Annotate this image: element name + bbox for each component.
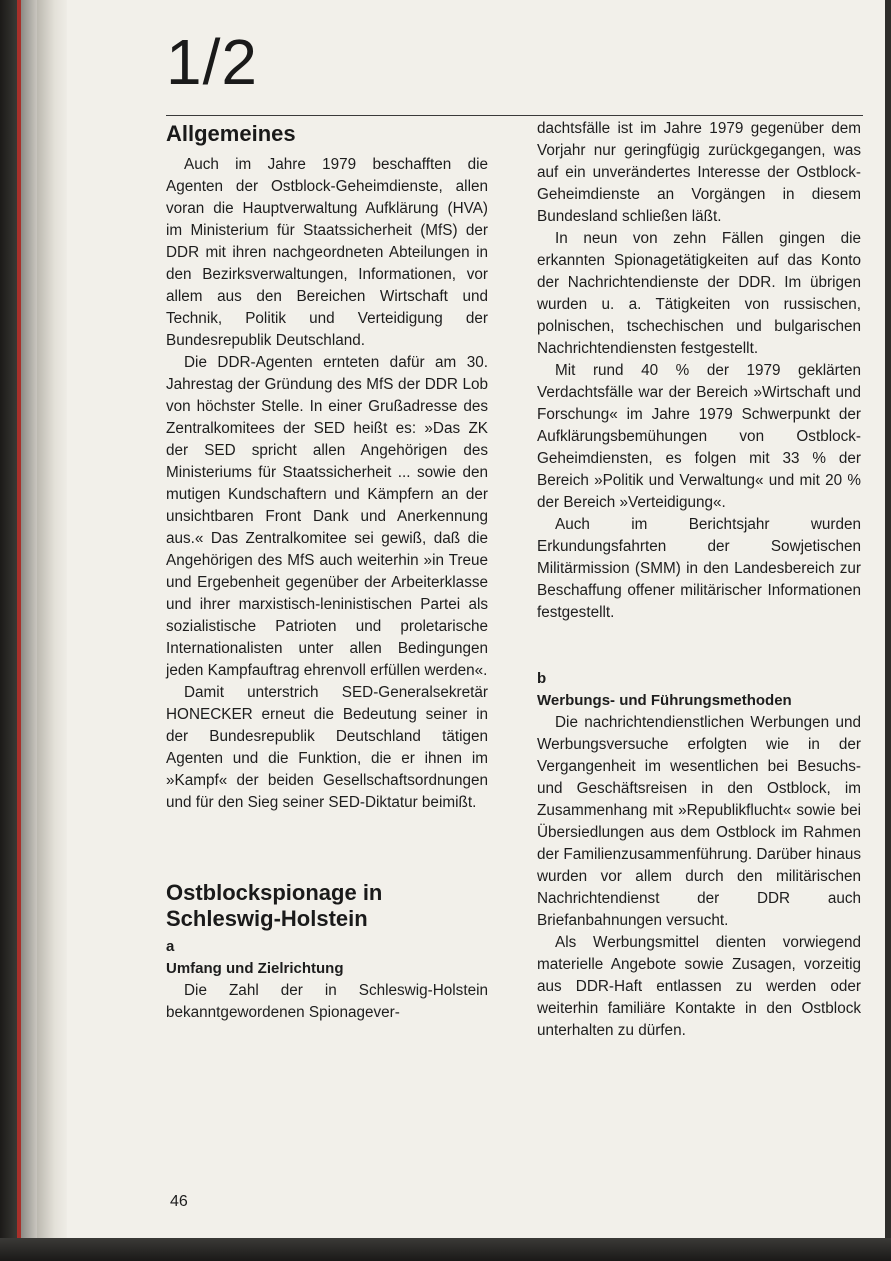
binding-shadow xyxy=(0,0,17,1261)
right-column xyxy=(537,118,861,1042)
subsection-heading: Umfang und Zielrichtung xyxy=(166,960,344,977)
spacer xyxy=(537,624,861,664)
subsection-letter: a xyxy=(166,938,175,955)
binding-strip xyxy=(37,0,67,1261)
heading-ostblockspionage: Ostblockspionage in Schleswig-Holstein xyxy=(166,880,383,931)
paragraph: Mit rund 40 % der 1979 geklärten Verdachtsfälle war der Bereich »Wirtschaft und Forschung« im Jahre 1979 Schwerpunkt der Aufklärungsbemühungen von Ostblock-Geheimdiensten, es folgen mit 33 % der Bereich »Politik und Verwaltung« und mit 20 % der Bereich »Verteidigung«. xyxy=(537,362,861,511)
header-rule xyxy=(166,115,863,116)
paragraph: Damit unterstrich SED-Generalsekretär HONECKER erneut die Bedeutung seiner in der Bundesrepublik Deutschland tätigen Agenten und die Funktion, die er ihnen im »Kampf« der beiden Gesellschaftsordnungen und für den Sieg seiner SED-Diktatur beimißt. xyxy=(166,684,488,811)
section-number: 1/2 xyxy=(166,26,258,98)
paragraph: Die Zahl der in Schleswig-Holstein bekanntgewordenen Spionagever- xyxy=(166,982,488,1021)
paragraph: In neun von zehn Fällen gingen die erkannten Spionagetätigkeiten auf das Konto der Nachrichtendienste der DDR. Im übrigen wurden u. a. Tätigkeiten von russischen, polnischen, tschechischen und bulgarischen Nachrichtendiensten festgestellt. xyxy=(537,230,861,357)
paragraph: Als Werbungsmittel dienten vorwiegend materielle Angebote sowie Zusagen, vorzeitig aus DDR-Haft entlassen zu werden oder weiterhin familiäre Kontakte in den Ostblock unterhalten zu dürfen. xyxy=(537,934,861,1039)
paragraph: Die DDR-Agenten ernteten dafür am 30. Jahrestag der Gründung des MfS der DDR Lob von höchster Stelle. In einer Grußadresse des Zentralkomitees der SED heißt es: »Das ZK der SED spricht allen Angehörigen des Ministeriums für Staatssicherheit ... sowie den mutigen Kundschaftern und Kämpfern an der unsichtbaren Front Dank und Anerkennung aus.« Das Zentralkomitee sei gewiß, daß die Angehörigen des MfS auch weiterhin »in Treue und Ergebenheit gegenüber der Arbeiterklasse und ihrer marxistisch-leninistischen Partei als sozialistische Patrioten und proletarische Internationalisten unter allen Bedingungen jeden Kampfauftrag ehrenvoll erfüllen werden«. xyxy=(166,354,488,679)
page-edge-bottom xyxy=(0,1238,891,1261)
heading-allgemeines: Allgemeines xyxy=(166,121,296,146)
paragraph: Auch im Jahre 1979 beschafften die Agenten der Ostblock-Geheimdienste, allen voran die Hauptverwaltung Aufklärung (HVA) im Ministerium für Staatssicherheit (MfS) der DDR mit ihren nachgeordneten Abteilungen in den Bezirksverwaltungen, Informationen, vor allem aus den Bereichen Wirtschaft und Technik, Politik und Verteidigung der Bundesrepublik Deutschland. xyxy=(166,156,488,349)
subsection-letter: b xyxy=(537,670,547,687)
paragraph: Die nachrichtendienstlichen Werbungen und Werbungsversuche erfolgten wie in der Vergangenheit im wesentlichen bei Besuchs- und Geschäftsreisen in den Ostblock, im Zusammenhang mit »Republikflucht« sowie bei Übersiedlungen aus dem Ostblock im Rahmen der Familienzusammenführung. Darüber hinaus wurden vor allem durch den militärischen Nachrichtendienst der DDR auch Briefanbahnungen versucht. xyxy=(537,714,861,929)
subsection-heading: Werbungs- und Führungsmethoden xyxy=(537,692,792,709)
spacer xyxy=(166,814,488,880)
paragraph-continuation: dachtsfälle ist im Jahre 1979 gegenüber dem Vorjahr nur geringfügig zurückgegangen, was auf ein unverändertes Interesse der Ostblock-Geheimdienste an Vorgängen in diesem Bundesland schließen läßt. xyxy=(537,120,861,225)
page-edge-right xyxy=(885,0,891,1261)
left-column xyxy=(166,118,488,1024)
paragraph: Auch im Berichtsjahr wurden Erkundungsfahrten der Sowjetischen Militärmission (SMM) in den Landesbereich zur Beschaffung offener militärischer Informationen festgestellt. xyxy=(537,516,861,621)
binding-grey-edge xyxy=(21,0,37,1261)
page-number: 46 xyxy=(170,1193,188,1210)
